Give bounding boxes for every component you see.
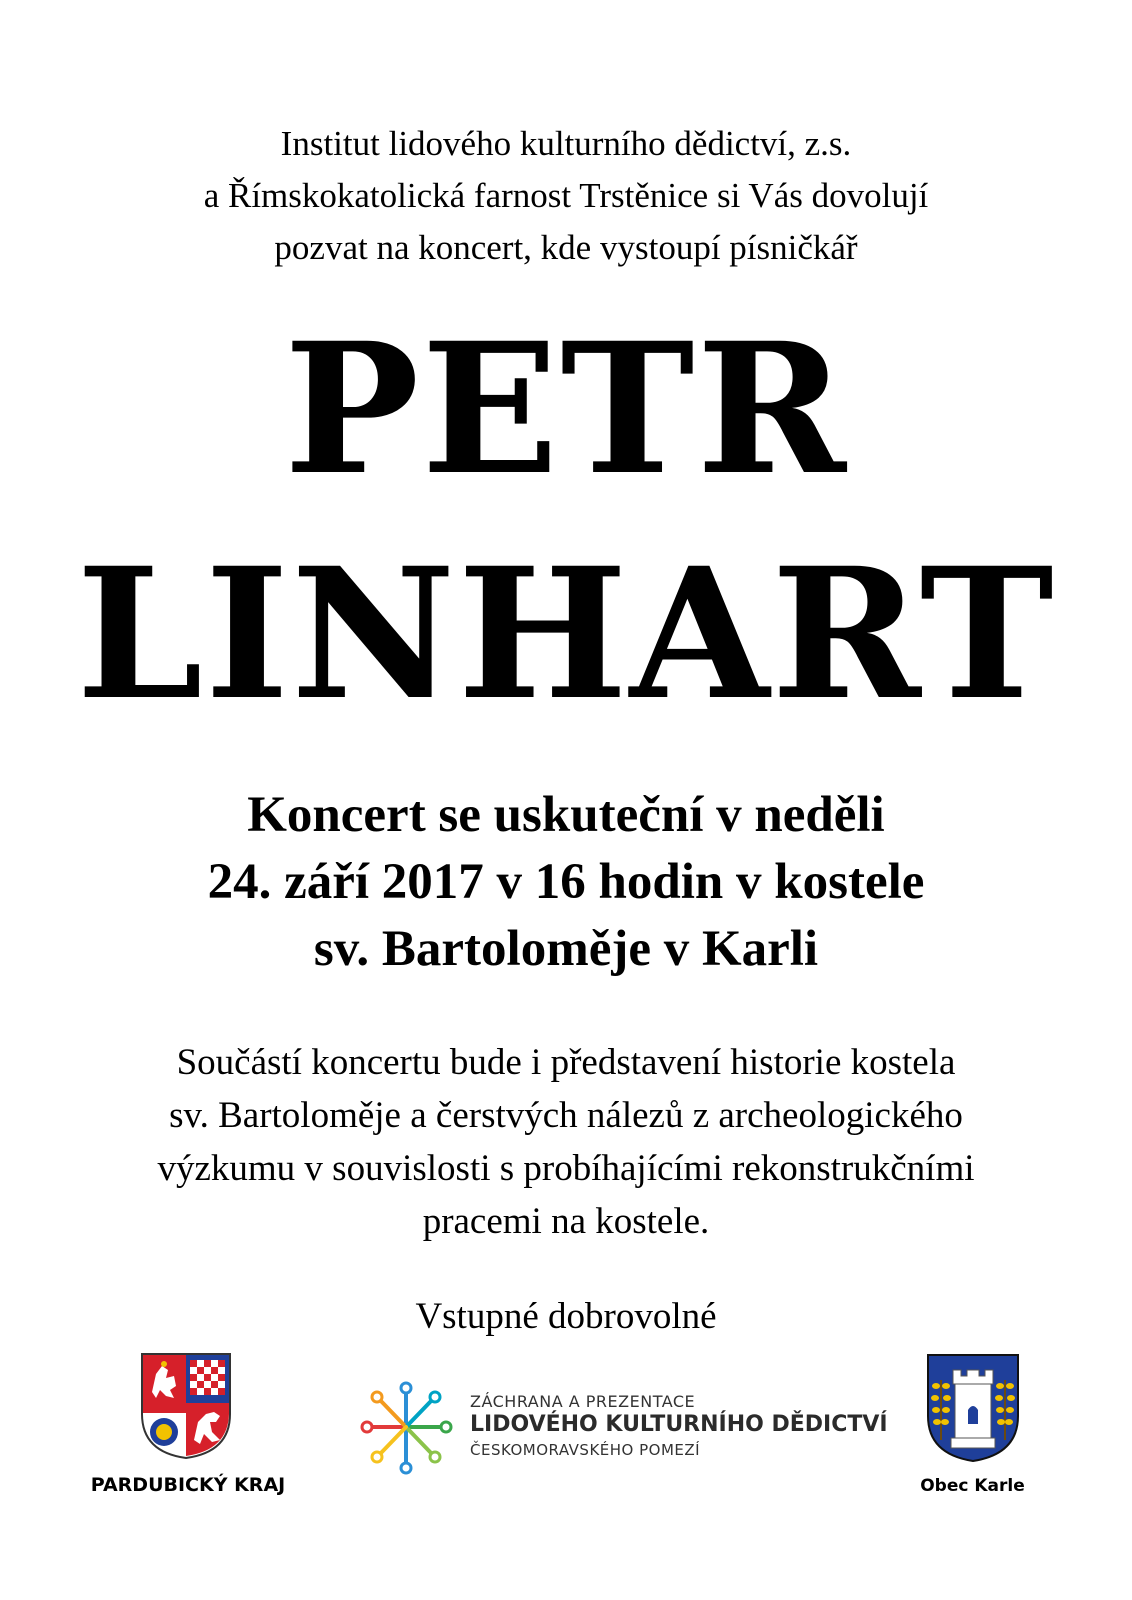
description-line: sv. Bartoloměje a čerstvých nálezů z archeologického (169, 1095, 963, 1136)
lkd-line-2: LIDOVÉHO KULTURNÍHO DĚDICTVÍ (470, 1412, 888, 1437)
lkd-line-3: ČESKOMORAVSKÉHO POMEZÍ (470, 1441, 701, 1459)
obec-karle-logo (910, 1352, 1035, 1502)
pardubicky-kraj-caption: PARDUBICKÝ KRAJ (90, 1474, 286, 1496)
intro-line: pozvat na koncert, kde vystoupí písničkář (274, 228, 858, 267)
performer-first-name: PETR (283, 304, 849, 515)
pardubice-region-coat-of-arms-icon (140, 1352, 232, 1460)
intro-line: Institut lidového kulturního dědictví, z.s. (280, 124, 852, 163)
event-description (0, 1036, 1132, 1248)
intro-line: a Římskokatolická farnost Trstěnice si Vás dovolují (203, 176, 929, 215)
description-line: výzkumu v souvislosti s probíhajícími rekonstrukčními (157, 1148, 975, 1189)
karle-coat-of-arms-icon (925, 1352, 1021, 1464)
event-line: Koncert se uskuteční v neděli (247, 787, 885, 843)
event-line: sv. Bartoloměje v Karli (313, 921, 819, 977)
description-line: pracemi na kostele. (422, 1201, 710, 1242)
heritage-network-icon (358, 1380, 454, 1475)
obec-karle-caption: Obec Karle (920, 1476, 1025, 1496)
event-line: 24. září 2017 v 16 hodin v kostele (207, 854, 925, 910)
performer-last-name: LINHART (76, 529, 1056, 740)
description-line: Součástí koncertu bude i představení historie kostela (176, 1042, 956, 1083)
admission-note: Vstupné dobrovolné (415, 1296, 717, 1337)
pardubicky-kraj-logo (88, 1352, 288, 1502)
lkd-line-1: ZÁCHRANA A PREZENTACE (470, 1392, 696, 1411)
event-details (0, 782, 1132, 983)
lkd-logo (358, 1380, 888, 1475)
intro-text (0, 118, 1132, 274)
